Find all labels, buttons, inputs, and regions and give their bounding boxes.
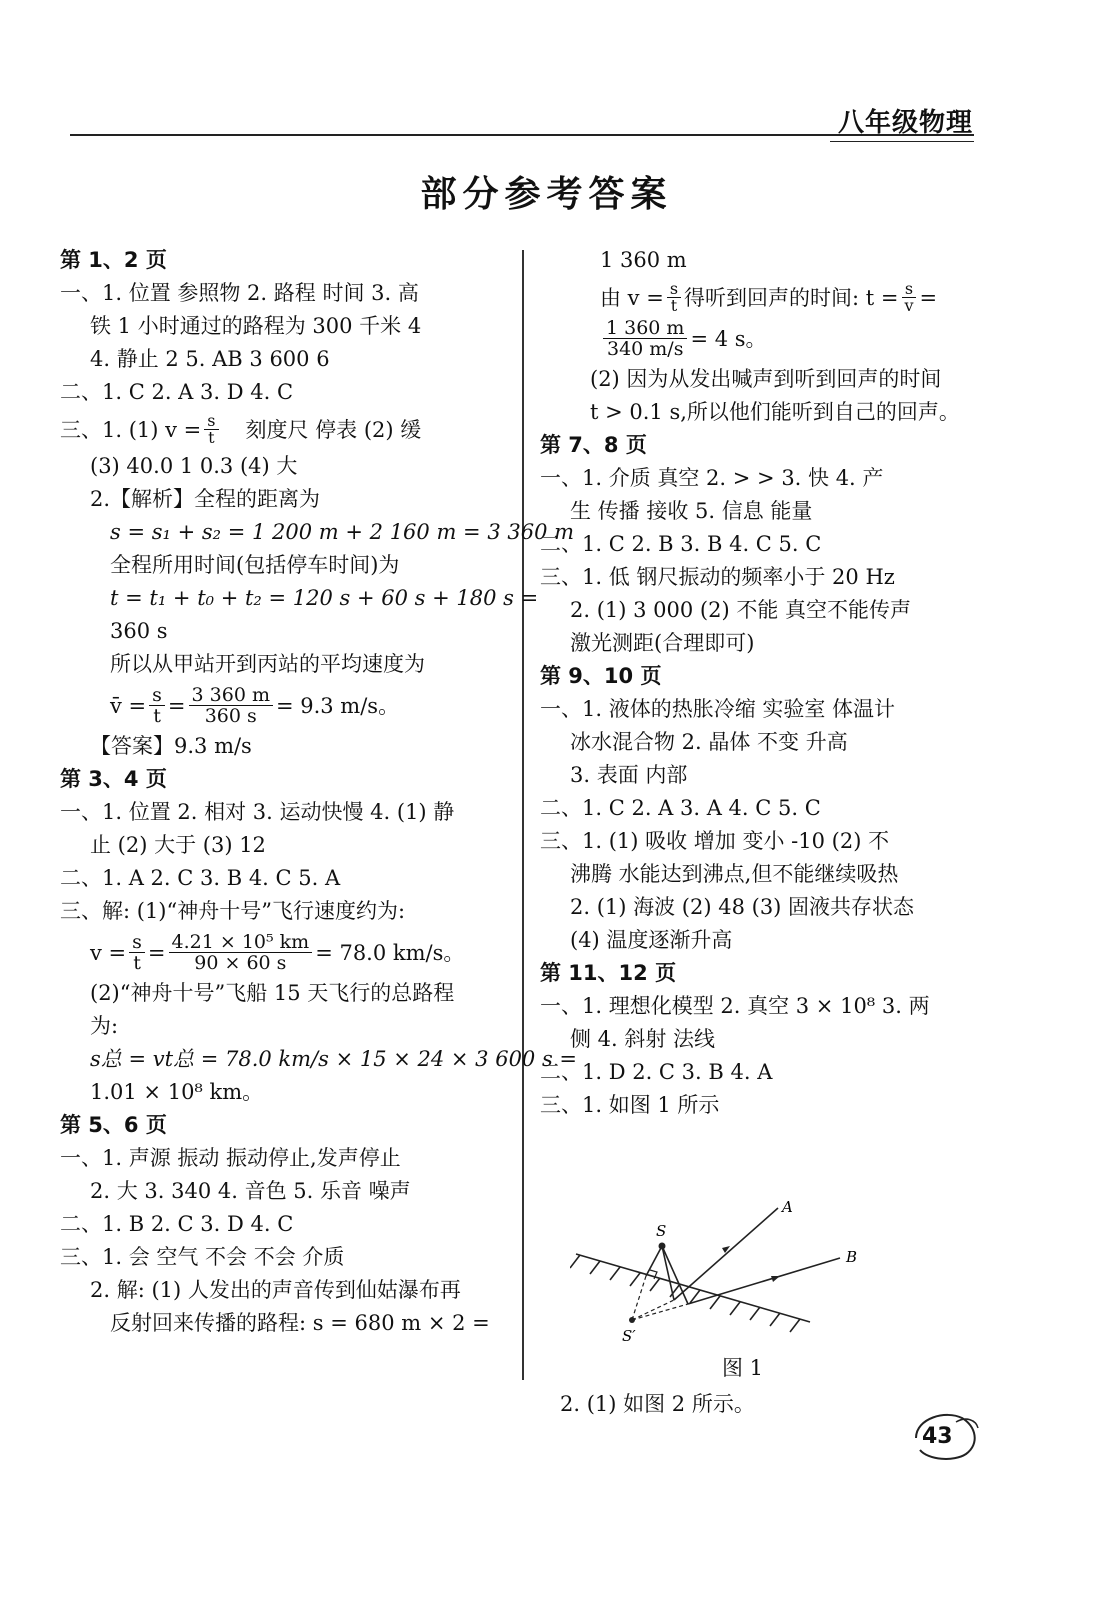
label-a: A <box>782 1198 793 1216</box>
section-heading: 第 7、8 页 <box>540 433 647 457</box>
answer-line: s = s₁ + s₂ = 1 200 m + 2 160 m = 3 360 m <box>110 520 575 544</box>
fraction-denominator: t <box>670 296 678 315</box>
column-divider <box>522 250 524 1380</box>
fraction <box>902 281 917 314</box>
answer-line: 2.【解析】全程的距离为 <box>90 487 321 511</box>
page-number: 43 <box>922 1424 953 1449</box>
section-heading: 第 3、4 页 <box>60 767 167 791</box>
answer-line: 二、1. C 2. A 3. A 4. C 5. C <box>540 796 821 820</box>
answer-line: 全程所用时间(包括停车时间)为 <box>110 553 400 577</box>
answer-line: (4) 温度逐渐升高 <box>570 928 733 952</box>
fraction-denominator: t <box>133 952 141 974</box>
section-heading: 第 5、6 页 <box>60 1113 167 1137</box>
equation <box>540 281 980 314</box>
equation-text: = 4 s。 <box>690 326 767 351</box>
fraction <box>204 413 218 446</box>
image-point <box>629 1317 635 1323</box>
answer-line: 三、1. 如图 1 所示 <box>540 1093 720 1117</box>
mirror-hatching <box>570 1255 800 1332</box>
equation-text: = <box>147 940 166 965</box>
answer-text: 三、1. (1) v = <box>60 417 202 442</box>
answer-line: 反射回来传播的路程: s = 680 m × 2 = <box>110 1311 490 1335</box>
fraction <box>189 685 273 726</box>
answer-line: 三、解: (1)“神舟十号”飞行速度约为: <box>60 899 406 923</box>
answer-line: 一、1. 位置 2. 相对 3. 运动快慢 4. (1) 静 <box>60 800 455 824</box>
fraction-numerator: s <box>204 413 218 430</box>
fraction-numerator: 1 360 m <box>603 318 687 339</box>
fraction <box>169 932 313 973</box>
answer-line: (2)“神舟十号”飞船 15 天飞行的总路程 <box>90 981 455 1005</box>
answer-line: (2) 因为从发出喊声到听到回声的时间 <box>590 367 942 391</box>
answer-line: 一、1. 声源 振动 振动停止,发声停止 <box>60 1146 401 1170</box>
equation <box>60 685 510 726</box>
answer-line: t > 0.1 s,所以他们能听到自己的回声。 <box>590 400 960 424</box>
fraction-numerator: s <box>149 685 165 706</box>
answer-line <box>60 413 510 446</box>
fraction <box>129 932 145 973</box>
fraction-numerator: 3 360 m <box>189 685 273 706</box>
answer-line: 1.01 × 10⁸ km。 <box>90 1080 264 1104</box>
section-heading: 第 11、12 页 <box>540 961 677 985</box>
page-title: 部分参考答案 <box>420 174 673 215</box>
answer-line: 二、1. C 2. B 3. B 4. C 5. C <box>540 532 822 556</box>
ray-arrows <box>722 1246 780 1282</box>
answer-line: 沸腾 水能达到沸点,但不能继续吸热 <box>570 862 899 886</box>
source-point <box>659 1243 666 1250</box>
left-column <box>60 244 578 1340</box>
fraction <box>149 685 165 726</box>
answer-line: 一、1. 液体的热胀冷缩 实验室 体温计 <box>540 697 896 721</box>
equation <box>540 318 980 359</box>
fraction-denominator: t <box>153 705 161 727</box>
incident-ray-a <box>662 1246 674 1300</box>
answer-line: s总 = vt总 = 78.0 km/s × 15 × 24 × 3 600 s = <box>90 1047 578 1071</box>
fraction-denominator: 340 m/s <box>606 338 684 360</box>
answer-line: 一、1. 理想化模型 2. 真空 3 × 10⁸ 3. 两 <box>540 994 930 1018</box>
answer-line: t = t₁ + t₀ + t₂ = 120 s + 60 s + 180 s = <box>110 586 539 610</box>
figure-1-mirror-reflection <box>570 1196 890 1346</box>
answer-line: 激光测距(合理即可) <box>570 631 755 655</box>
answer-line: (3) 40.0 1 0.3 (4) 大 <box>90 454 298 478</box>
reflected-ray-b <box>688 1258 840 1304</box>
answer-line: 2. 解: (1) 人发出的声音传到仙姑瀑布再 <box>90 1278 461 1302</box>
equation-text: = <box>167 693 186 718</box>
equation-text: 由 v = <box>600 285 664 310</box>
answer-line: 【答案】9.3 m/s <box>90 734 252 758</box>
answer-line: 一、1. 位置 参照物 2. 路程 时间 3. 高 <box>60 281 419 305</box>
label-b: B <box>846 1248 858 1266</box>
fraction-denominator: 90 × 60 s <box>194 952 287 974</box>
equation <box>60 932 510 973</box>
section-heading: 第 1、2 页 <box>60 248 167 272</box>
answer-line: 二、1. A 2. C 3. B 4. C 5. A <box>60 866 341 890</box>
answer-line: 铁 1 小时通过的路程为 300 千米 4 <box>90 314 422 338</box>
equation-text: 得听到回声的时间: t = <box>684 285 899 310</box>
answer-line: 三、1. (1) 吸收 增加 变小 -10 (2) 不 <box>540 829 890 853</box>
answer-line: 止 (2) 大于 (3) 12 <box>90 833 266 857</box>
equation-text: = <box>919 285 938 310</box>
fraction <box>603 318 687 359</box>
answer-line: 360 s <box>110 619 168 643</box>
answer-line: 2. (1) 海波 (2) 48 (3) 固液共存状态 <box>570 895 915 919</box>
answer-line: 二、1. C 2. A 3. D 4. C <box>60 380 294 404</box>
answer-line: 1 360 m <box>600 248 687 272</box>
answer-line: 4. 静止 2 5. AB 3 600 6 <box>90 347 330 371</box>
answer-line: 二、1. B 2. C 3. D 4. C <box>60 1212 294 1236</box>
answer-line: 侧 4. 斜射 法线 <box>570 1027 716 1051</box>
figure-caption: 图 1 <box>722 1356 764 1380</box>
fraction-denominator: t <box>208 428 215 447</box>
incident-ray-b <box>662 1246 688 1304</box>
answer-text: 刻度尺 停表 (2) 缓 <box>245 417 422 442</box>
answer-line: 一、1. 介质 真空 2. > > 3. 快 4. 产 <box>540 466 884 490</box>
answer-line: 所以从甲站开到丙站的平均速度为 <box>110 652 425 676</box>
fraction <box>667 281 681 314</box>
equation-text: v = <box>90 940 127 965</box>
equation-text: = 78.0 km/s。 <box>315 940 465 965</box>
answer-line: 为: <box>90 1014 119 1038</box>
fraction-numerator: s <box>129 932 145 953</box>
answer-line: 二、1. D 2. C 3. B 4. A <box>540 1060 773 1084</box>
right-column <box>540 244 980 1122</box>
section-heading: 第 9、10 页 <box>540 664 662 688</box>
answer-line: 冰水混合物 2. 晶体 不变 升高 <box>570 730 848 754</box>
equation-text: v̄ = <box>110 693 147 718</box>
equation-text: = 9.3 m/s。 <box>275 693 400 718</box>
fraction-denominator: v <box>904 296 914 315</box>
answer-line: 2. (1) 3 000 (2) 不能 真空不能传声 <box>570 598 912 622</box>
label-s-prime: S′ <box>622 1327 636 1345</box>
answer-line: 3. 表面 内部 <box>570 763 688 787</box>
fraction-denominator: 360 s <box>204 705 257 727</box>
reflected-ray-a <box>674 1208 778 1300</box>
answer-line: 2. 大 3. 340 4. 音色 5. 乐音 噪声 <box>90 1179 411 1203</box>
fraction-numerator: s <box>667 281 681 298</box>
virtual-rays <box>632 1276 688 1320</box>
label-s: S <box>656 1222 667 1240</box>
mirror-surface <box>576 1254 810 1322</box>
header-rule-secondary <box>830 141 974 142</box>
answer-line: 生 传播 接收 5. 信息 能量 <box>570 499 813 523</box>
answer-line: 2. (1) 如图 2 所示。 <box>560 1392 755 1416</box>
header-title: 八年级物理 <box>837 108 973 138</box>
answer-line: 三、1. 低 钢尺振动的频率小于 20 Hz <box>540 565 895 589</box>
fraction-numerator: 4.21 × 10⁵ km <box>169 932 313 953</box>
answer-line: 三、1. 会 空气 不会 不会 介质 <box>60 1245 345 1269</box>
fraction-numerator: s <box>902 281 916 298</box>
